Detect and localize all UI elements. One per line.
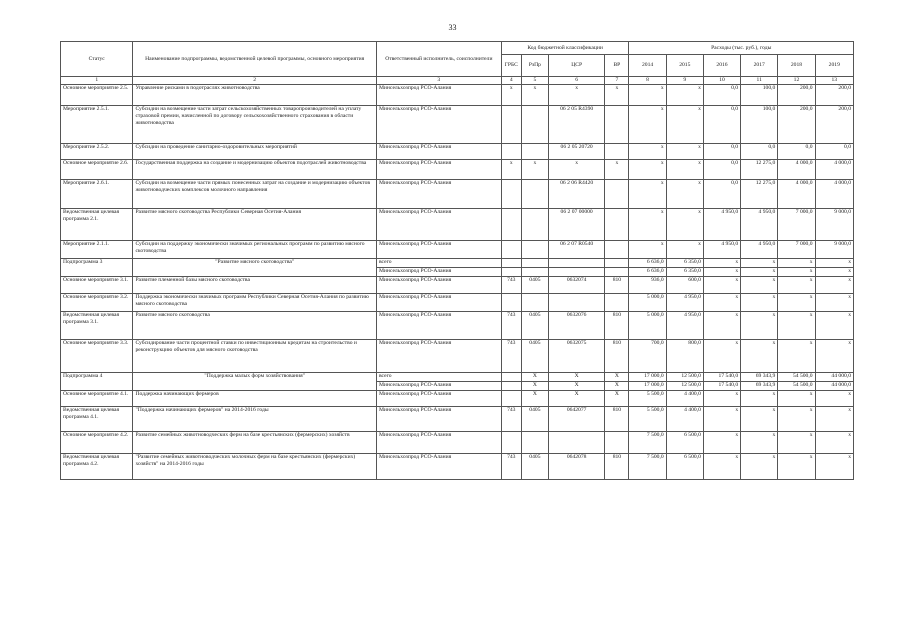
row-value-2015: х [666, 144, 703, 160]
row-value-2017: х [741, 432, 778, 454]
row-executor: Минсельхозпрод РСО-Алания [376, 454, 501, 480]
row-value-2014: 5 000,0 [629, 312, 666, 340]
header-code-0: ГРБС [501, 55, 521, 77]
column-number: 5 [521, 77, 548, 85]
row-value-2016: х [703, 407, 740, 432]
row-vr: 810 [605, 454, 629, 480]
row-grbs: 743 [501, 407, 521, 432]
row-value-2016: 0,0 [703, 106, 740, 144]
row-name: Развитие мясного скотоводства Республики Северная Осетия-Алания [133, 209, 377, 241]
row-value-2016: х [703, 340, 740, 373]
row-vr: х [605, 160, 629, 180]
table-row [61, 391, 854, 407]
row-value-2016: х [703, 391, 740, 407]
row-status: Основное мероприятие 4.1. [61, 391, 133, 407]
column-number: 13 [815, 77, 853, 85]
row-grbs [501, 382, 521, 391]
row-value-2019: 200,0 [815, 85, 853, 106]
row-value-2018: 7 000,0 [778, 209, 815, 241]
row-value-2016: х [703, 312, 740, 340]
row-value-2018: х [778, 259, 815, 268]
row-rzpr: 0405 [521, 454, 548, 480]
row-value-2017: 100,0 [741, 106, 778, 144]
row-value-2019: х [815, 432, 853, 454]
row-rzpr: х [521, 160, 548, 180]
column-number: 1 [61, 77, 133, 85]
row-rzpr: 0405 [521, 340, 548, 373]
row-grbs [501, 209, 521, 241]
row-name: Развитие племенной базы мясного скотоводства [133, 277, 377, 294]
row-csr: 0632076 [548, 312, 604, 340]
row-value-2018: 54 500,0 [778, 382, 815, 391]
row-value-2019: х [815, 407, 853, 432]
row-csr: х [548, 85, 604, 106]
row-status: Ведомственная целевая программа 4.1. [61, 407, 133, 432]
row-value-2016: 0,0 [703, 85, 740, 106]
row-rzpr [521, 209, 548, 241]
row-value-2017: х [741, 340, 778, 373]
row-value-2017: 12 275,0 [741, 180, 778, 209]
column-number: 6 [548, 77, 604, 85]
row-rzpr [521, 144, 548, 160]
row-vr [605, 180, 629, 209]
row-value-2018: 0,0 [778, 144, 815, 160]
row-name: Субсидии на поддержку экономически значимых региональных программ по развитию мясного скотоводства [133, 241, 377, 259]
row-value-2015: х [666, 180, 703, 209]
row-vr: Х [605, 373, 629, 382]
row-value-2019: х [815, 268, 853, 277]
header-year-3: 2017 [741, 55, 778, 77]
table-row [61, 241, 854, 259]
row-status: Мероприятие 2.1.1. [61, 241, 133, 259]
row-status: Основное мероприятие 2.6. [61, 160, 133, 180]
row-csr [548, 268, 604, 277]
header-year-1: 2015 [666, 55, 703, 77]
row-csr: 0642077 [548, 407, 604, 432]
header-status: Статус [61, 42, 133, 77]
row-rzpr: Х [521, 382, 548, 391]
table-row [61, 209, 854, 241]
row-value-2016: 17 540,0 [703, 373, 740, 382]
row-executor: Минсельхозпрод РСО-Алания [376, 268, 501, 277]
row-value-2015: 4 950,0 [666, 294, 703, 312]
row-grbs [501, 432, 521, 454]
row-value-2016: 0,0 [703, 180, 740, 209]
row-rzpr [521, 268, 548, 277]
row-value-2019: х [815, 454, 853, 480]
row-value-2019: 4 000,0 [815, 180, 853, 209]
row-value-2015: 600,0 [666, 277, 703, 294]
row-value-2019: х [815, 391, 853, 407]
row-value-2019: 4 000,0 [815, 160, 853, 180]
row-value-2018: 7 000,0 [778, 241, 815, 259]
row-value-2015: х [666, 106, 703, 144]
header-code-1: РзПр [521, 55, 548, 77]
row-csr: 0632074 [548, 277, 604, 294]
row-grbs: 743 [501, 454, 521, 480]
row-vr [605, 209, 629, 241]
column-number: 2 [133, 77, 377, 85]
row-value-2019: х [815, 277, 853, 294]
row-rzpr [521, 106, 548, 144]
header-budget-code: Код бюджетной классификации [501, 42, 629, 55]
row-vr: Х [605, 382, 629, 391]
table-row [61, 432, 854, 454]
row-csr: Х [548, 373, 604, 382]
row-value-2019: 0,0 [815, 144, 853, 160]
row-value-2019: х [815, 259, 853, 268]
column-number: 8 [629, 77, 666, 85]
row-executor: Минсельхозпрод РСО-Алания [376, 382, 501, 391]
row-value-2015: 6 350,0 [666, 259, 703, 268]
row-value-2014: х [629, 160, 666, 180]
row-vr [605, 259, 629, 268]
row-status: Основное мероприятие 3.3. [61, 340, 133, 373]
row-value-2017: х [741, 454, 778, 480]
table-row [61, 294, 854, 312]
row-value-2019: х [815, 312, 853, 340]
row-status: Ведомственная целевая программа 4.2. [61, 454, 133, 480]
row-value-2017: 100,0 [741, 85, 778, 106]
row-vr: 810 [605, 340, 629, 373]
row-rzpr [521, 432, 548, 454]
row-csr: 0642078 [548, 454, 604, 480]
column-number: 4 [501, 77, 521, 85]
header-year-5: 2019 [815, 55, 853, 77]
row-value-2017: х [741, 391, 778, 407]
table-row [61, 407, 854, 432]
row-grbs: х [501, 85, 521, 106]
row-value-2016: 0,0 [703, 144, 740, 160]
row-vr [605, 432, 629, 454]
row-grbs: 743 [501, 277, 521, 294]
row-value-2017: 69 343,9 [741, 382, 778, 391]
row-value-2015: х [666, 85, 703, 106]
row-value-2018: х [778, 454, 815, 480]
row-value-2015: х [666, 160, 703, 180]
row-value-2016: х [703, 294, 740, 312]
row-value-2018: 4 000,0 [778, 180, 815, 209]
row-value-2016: х [703, 454, 740, 480]
row-rzpr [521, 259, 548, 268]
row-value-2017: х [741, 407, 778, 432]
row-executor: Минсельхозпрод РСО-Алания [376, 160, 501, 180]
row-value-2014: х [629, 209, 666, 241]
row-value-2014: 17 000,0 [629, 373, 666, 382]
row-value-2018: х [778, 407, 815, 432]
row-executor: Минсельхозпрод РСО-Алания [376, 144, 501, 160]
row-csr: 06 2 05 20720 [548, 144, 604, 160]
row-value-2017: х [741, 277, 778, 294]
row-name: Управление рисками в подотраслях животноводства [133, 85, 377, 106]
header-code-3: ВР [605, 55, 629, 77]
row-value-2017: 12 275,0 [741, 160, 778, 180]
column-number: 12 [778, 77, 815, 85]
row-csr: 06 2 07 00000 [548, 209, 604, 241]
row-value-2018: х [778, 391, 815, 407]
row-name: "Поддержка начинающих фермеров" на 2014-2016 годы [133, 407, 377, 432]
row-value-2019: 9 000,0 [815, 241, 853, 259]
table-row [61, 373, 854, 382]
row-executor: Минсельхозпрод РСО-Алания [376, 277, 501, 294]
row-vr [605, 144, 629, 160]
row-value-2015: 800,0 [666, 340, 703, 373]
row-csr: 06 2 05 R4390 [548, 106, 604, 144]
row-value-2018: 200,0 [778, 106, 815, 144]
row-value-2014: 7 500,0 [629, 454, 666, 480]
row-grbs: х [501, 160, 521, 180]
column-number: 11 [741, 77, 778, 85]
row-name: "Поддержка малых форм хозяйствования" [133, 373, 377, 391]
table-row [61, 454, 854, 480]
row-value-2014: х [629, 106, 666, 144]
row-value-2014: 5 000,0 [629, 294, 666, 312]
row-executor: всего [376, 373, 501, 382]
table-row [61, 160, 854, 180]
column-number: 9 [666, 77, 703, 85]
header-code-2: ЦСР [548, 55, 604, 77]
row-rzpr: 0405 [521, 407, 548, 432]
row-csr: Х [548, 382, 604, 391]
row-grbs [501, 373, 521, 382]
row-executor: Минсельхозпрод РСО-Алания [376, 391, 501, 407]
row-value-2014: 5 500,0 [629, 391, 666, 407]
row-executor: Минсельхозпрод РСО-Алания [376, 180, 501, 209]
row-value-2017: 69 343,9 [741, 373, 778, 382]
row-value-2019: х [815, 294, 853, 312]
row-status: Основное мероприятие 3.1. [61, 277, 133, 294]
row-rzpr: Х [521, 373, 548, 382]
budget-table [60, 41, 854, 480]
row-value-2017: х [741, 294, 778, 312]
row-name: Субсидии на возмещение части затрат сельскохозяйственных товаропроизводителей на уплату страховой премии, начисленной по договору сельскохозяйственного страхования в области животноводства [133, 106, 377, 144]
row-value-2015: х [666, 241, 703, 259]
row-vr: Х [605, 391, 629, 407]
row-csr [548, 432, 604, 454]
row-value-2016: 17 540,0 [703, 382, 740, 391]
page-number: 33 [448, 23, 457, 32]
row-status: Ведомственная целевая программа 2.1. [61, 209, 133, 241]
row-csr: х [548, 160, 604, 180]
row-value-2017: х [741, 312, 778, 340]
row-vr: 810 [605, 312, 629, 340]
row-value-2017: 0,0 [741, 144, 778, 160]
row-grbs: 743 [501, 312, 521, 340]
row-value-2018: х [778, 432, 815, 454]
column-number: 10 [703, 77, 740, 85]
row-executor: Минсельхозпрод РСО-Алания [376, 312, 501, 340]
row-vr: 810 [605, 277, 629, 294]
header-name: Наименование подпрограммы, ведомственной целевой программы, основного мероприятия [133, 42, 377, 77]
row-name: Развитие мясного скотоводства [133, 312, 377, 340]
table-row [61, 277, 854, 294]
table-row [61, 340, 854, 373]
row-csr: 06 2 06 R4420 [548, 180, 604, 209]
row-value-2018: х [778, 340, 815, 373]
row-value-2015: 6 350,0 [666, 268, 703, 277]
header-expenses: Расходы (тыс. руб.), годы [629, 42, 854, 55]
row-value-2014: 5 500,0 [629, 407, 666, 432]
row-status: Ведомственная целевая программа 3.1. [61, 312, 133, 340]
row-grbs [501, 391, 521, 407]
row-value-2018: 200,0 [778, 85, 815, 106]
row-rzpr [521, 294, 548, 312]
row-rzpr: 0405 [521, 277, 548, 294]
row-status: Основное мероприятие 2.5. [61, 85, 133, 106]
row-value-2019: 44 000,0 [815, 373, 853, 382]
row-name: Поддержка экономически значимых программ Республики Северная Осетия-Алания по развитию мясного скотоводства [133, 294, 377, 312]
row-grbs [501, 106, 521, 144]
row-name: Субсидии на возмещение части прямых понесенных затрат на создание и модернизацию объектов животноводческих комплексов молочного направления [133, 180, 377, 209]
row-value-2015: 12 500,0 [666, 382, 703, 391]
row-value-2016: х [703, 432, 740, 454]
header-year-4: 2018 [778, 55, 815, 77]
row-rzpr [521, 180, 548, 209]
row-vr [605, 241, 629, 259]
row-value-2014: 6 636,0 [629, 268, 666, 277]
row-executor: Минсельхозпрод РСО-Алания [376, 340, 501, 373]
row-vr: х [605, 85, 629, 106]
row-value-2016: 0,0 [703, 160, 740, 180]
row-value-2018: х [778, 312, 815, 340]
row-name: "Развитие семейных животноводческих молочных ферм на базе крестьянских (фермерских) хозяйств" на 2014-2016 годы [133, 454, 377, 480]
row-status: Мероприятие 2.6.1. [61, 180, 133, 209]
row-executor: Минсельхозпрод РСО-Алания [376, 209, 501, 241]
row-value-2019: 200,0 [815, 106, 853, 144]
row-value-2016: х [703, 277, 740, 294]
table-row [61, 180, 854, 209]
table-row [61, 312, 854, 340]
row-rzpr: Х [521, 391, 548, 407]
table-row [61, 259, 854, 268]
header-executor: Ответственный исполнитель, соисполнители [376, 42, 501, 77]
row-value-2015: 12 500,0 [666, 373, 703, 382]
row-rzpr [521, 241, 548, 259]
row-value-2016: х [703, 259, 740, 268]
row-value-2015: 6 500,0 [666, 432, 703, 454]
row-name: Субсидии на проведение санитарно-оздоровительных мероприятий [133, 144, 377, 160]
table-row [61, 106, 854, 144]
row-grbs [501, 259, 521, 268]
row-executor: Минсельхозпрод РСО-Алания [376, 106, 501, 144]
row-status: Мероприятие 2.5.1. [61, 106, 133, 144]
row-value-2018: х [778, 268, 815, 277]
row-grbs [501, 268, 521, 277]
row-value-2019: 9 000,0 [815, 209, 853, 241]
row-status: Мероприятие 2.5.2. [61, 144, 133, 160]
column-number: 7 [605, 77, 629, 85]
row-value-2019: 44 000,0 [815, 382, 853, 391]
row-value-2017: 4 950,0 [741, 209, 778, 241]
row-csr: 0632075 [548, 340, 604, 373]
row-csr: Х [548, 391, 604, 407]
row-executor: Минсельхозпрод РСО-Алания [376, 294, 501, 312]
row-executor: всего [376, 259, 501, 268]
row-rzpr: 0405 [521, 312, 548, 340]
table-row [61, 85, 854, 106]
row-value-2014: 7 500,0 [629, 432, 666, 454]
row-name: "Развитие мясного скотоводства" [133, 259, 377, 277]
row-status: Основное мероприятие 4.2. [61, 432, 133, 454]
row-value-2015: 4 400,0 [666, 407, 703, 432]
row-value-2014: 17 000,0 [629, 382, 666, 391]
row-value-2015: 6 500,0 [666, 454, 703, 480]
row-value-2014: 6 636,0 [629, 259, 666, 268]
row-vr [605, 106, 629, 144]
row-vr: 810 [605, 407, 629, 432]
row-grbs [501, 180, 521, 209]
row-value-2014: х [629, 144, 666, 160]
row-rzpr: х [521, 85, 548, 106]
row-status: Подпрограмма 4 [61, 373, 133, 391]
row-executor: Минсельхозпрод РСО-Алания [376, 407, 501, 432]
row-executor: Минсельхозпрод РСО-Алания [376, 241, 501, 259]
row-value-2017: х [741, 268, 778, 277]
row-executor: Минсельхозпрод РСО-Алания [376, 85, 501, 106]
column-number: 3 [376, 77, 501, 85]
row-value-2017: х [741, 259, 778, 268]
row-value-2015: 4 950,0 [666, 312, 703, 340]
row-value-2014: х [629, 180, 666, 209]
row-csr [548, 294, 604, 312]
row-value-2014: х [629, 85, 666, 106]
row-value-2014: 936,0 [629, 277, 666, 294]
row-value-2015: х [666, 209, 703, 241]
row-value-2014: х [629, 241, 666, 259]
header-year-2: 2016 [703, 55, 740, 77]
row-grbs [501, 241, 521, 259]
row-value-2018: х [778, 294, 815, 312]
row-name: Государственная поддержка на создание и модернизацию объектов подотраслей животноводства [133, 160, 377, 180]
row-status: Основное мероприятие 3.2. [61, 294, 133, 312]
header-year-0: 2014 [629, 55, 666, 77]
row-name: Субсидирование части процентной ставки по инвестиционным кредитам на строительство и реконструкцию объектов для мясного скотоводства [133, 340, 377, 373]
row-name: Развитие семейных животноводческих ферм на базе крестьянских (фермерских) хозяйств [133, 432, 377, 454]
row-value-2017: 4 950,0 [741, 241, 778, 259]
row-csr [548, 259, 604, 268]
row-value-2018: 4 000,0 [778, 160, 815, 180]
row-value-2016: х [703, 268, 740, 277]
row-status: Подпрограмма 3 [61, 259, 133, 277]
row-vr [605, 294, 629, 312]
row-value-2018: 54 500,0 [778, 373, 815, 382]
table-row [61, 144, 854, 160]
row-executor: Минсельхозпрод РСО-Алания [376, 432, 501, 454]
row-value-2014: 700,0 [629, 340, 666, 373]
row-name: Поддержка начинающих фермеров [133, 391, 377, 407]
row-value-2016: 4 950,0 [703, 209, 740, 241]
row-value-2016: 4 950,0 [703, 241, 740, 259]
row-grbs: 743 [501, 340, 521, 373]
row-grbs [501, 144, 521, 160]
row-value-2018: х [778, 277, 815, 294]
row-vr [605, 268, 629, 277]
row-value-2019: х [815, 340, 853, 373]
row-grbs [501, 294, 521, 312]
row-csr: 06 2 07 R0540 [548, 241, 604, 259]
row-value-2015: 4 400,0 [666, 391, 703, 407]
